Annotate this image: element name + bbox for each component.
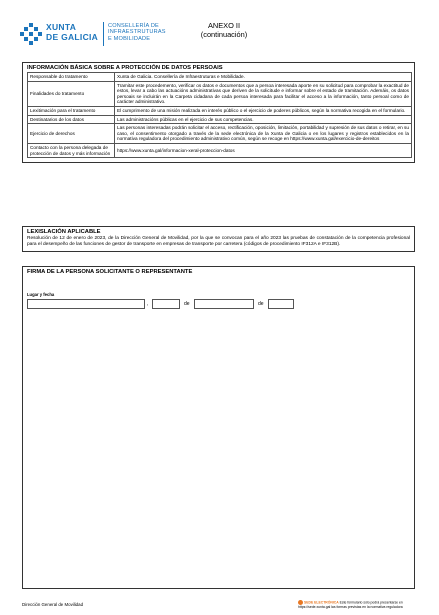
place-input[interactable] (27, 299, 145, 309)
table-row (28, 81, 412, 106)
day-input[interactable] (152, 299, 180, 309)
department-name (108, 23, 166, 42)
table-row (28, 124, 412, 144)
row-label: Contacto con la persona delegada de protección de datos y más información (28, 143, 115, 157)
footer-notice (298, 600, 418, 609)
signature-section (22, 266, 415, 589)
de-separator-2: de (258, 301, 264, 307)
logo-line-1: XUNTA (46, 22, 77, 32)
xunta-logo (20, 22, 104, 48)
row-label: Responsable do tratamento (28, 73, 115, 82)
table-row (28, 143, 412, 157)
place-date-label: Lugar y fecha (27, 292, 55, 297)
table-row (28, 115, 412, 124)
month-input[interactable] (194, 299, 254, 309)
row-value: Las personas interesadas podrán solicitar el acceso, rectificación, oposición, limitación, portabilidad y supresión de sus datos o retirar, en su caso, el consentimento otorgado a través de la sede electrónica de la Xunta de Galicia o en los lugares y registros establecidos en la normativa reguladora del procedimiento administrativo común, según se recoge en https://www.xunta.gal/exercicio-de-dereitos (115, 124, 412, 144)
year-input[interactable] (268, 299, 294, 309)
row-label: Finalidades do tratamento (28, 81, 115, 106)
data-protection-title: INFORMACIÓN BÁSICA SOBRE A PROTECCIÓN DE DATOS PERSOAIS (27, 65, 223, 71)
legislation-text: Resolución de 12 de enero de 2023, de la Dirección General de Movilidad, por la que se convocan para el año 2023 las pruebas de constatación de la competencia profesional para el desempeño de las funciones de gestor de transporte en empresas de transporte por carretera (códigos de procedimiento IF312A e IF312B). (27, 236, 410, 247)
dept-line-2: INFRAESTRUTURAS (108, 29, 166, 36)
data-protection-section (22, 62, 415, 163)
legislation-section (22, 226, 415, 252)
row-label: Ejercicio de derechos (28, 124, 115, 144)
footer-highlight: SEDE ELECTRÓNICA (304, 600, 339, 605)
row-label: Lexitimación para el tratamento (28, 106, 115, 115)
xunta-emblem-icon (20, 23, 42, 45)
footer-directorate: Dirección General de Movilidad (22, 602, 84, 607)
row-value: Las administracións públicas en el ejercicio de sus competencias. (115, 115, 412, 124)
row-label: Destinatarios de los datos (28, 115, 115, 124)
legislation-title: LEXISLACIÓN APLICABLE (27, 229, 101, 235)
dept-line-3: E MOBILIDADE (108, 35, 151, 42)
logo-line-2: DE GALICIA (46, 32, 99, 42)
footer-text: Este formulario sólo podrá presentarse en https://sede.xunta.gal las formas previstas en la normativa reguladora (298, 600, 403, 609)
table-row (28, 73, 412, 82)
row-value: Xunta de Galicia. Consellería de Infraestruturas e Mobilidade. (115, 73, 412, 82)
header-divider (103, 22, 104, 46)
annex-subtitle: (continuación) (200, 30, 248, 39)
row-value: https://www.xunta.gal/informacion-xeral-proteccion-datos (115, 143, 412, 157)
data-protection-table (27, 72, 412, 158)
annex-title: ANEXO II (207, 21, 241, 30)
row-value: Tramitar este procedemento, verificar os datos e documentos que a persoa interesada aporte en su solicitud para comprobar la exactitud de estos, levar a cabo las actuacións administrativas que deriven de la solicitude e informar sobre el estado de tramitación. Ademáis, os datos persoais se incluirán en la Carpeta cidadana de cada persoa interesada para facilitar el acceso a la información, tanto persoal como de carácter administrativo. (115, 81, 412, 106)
dept-line-1: CONSELLERÍA DE (108, 23, 159, 29)
comma-separator: , (147, 301, 149, 307)
de-separator-1: de (184, 301, 190, 307)
signature-title: FIRMA DE LA PERSONA SOLICITANTE O REPRESENTANTE (27, 269, 193, 275)
row-value: El cumprimento de una misión realizada en interés público o el ejercicio de poderes públicos, según la normativa recogida en el formulario. (115, 106, 412, 115)
annex-heading (194, 21, 254, 39)
table-row (28, 106, 412, 115)
